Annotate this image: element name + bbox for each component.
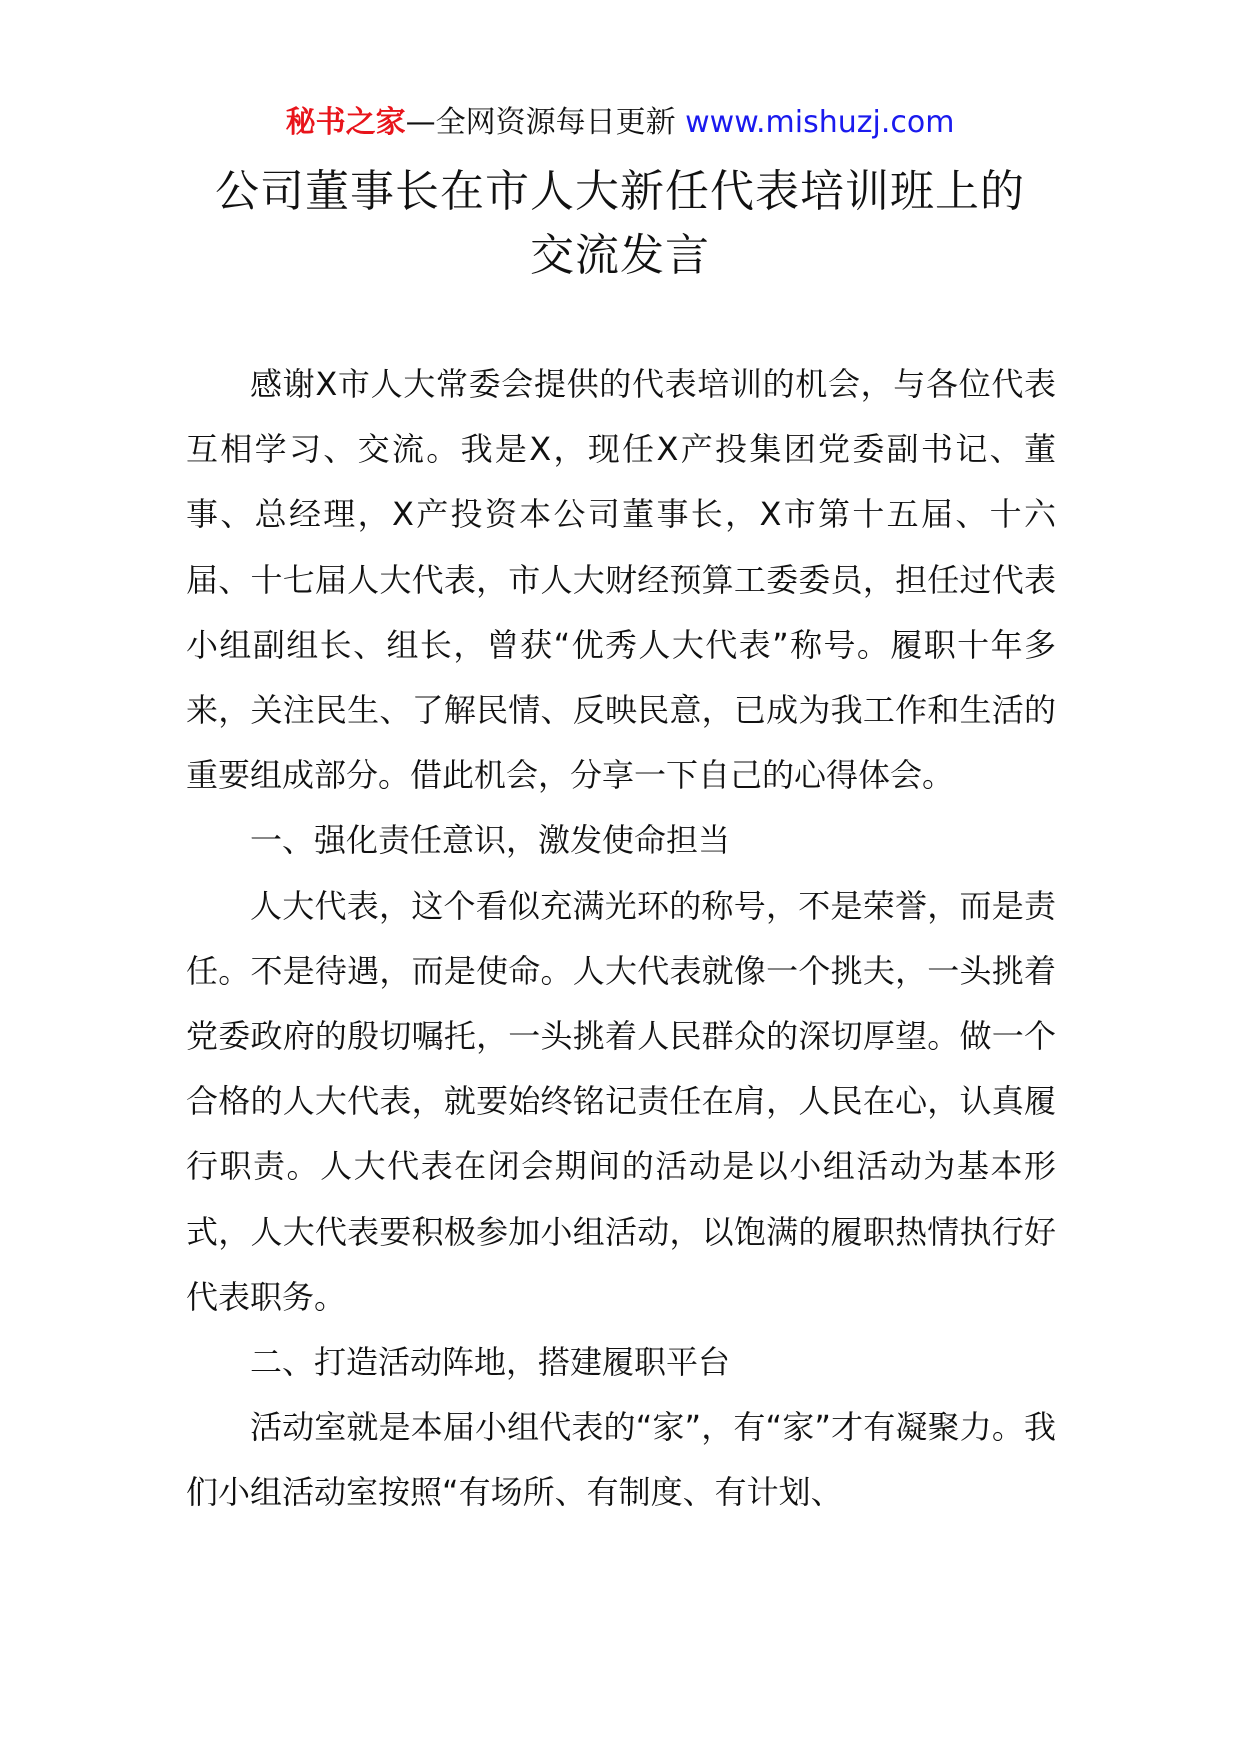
site-header bbox=[0, 101, 1240, 145]
paragraph-section-1: 人大代表，这个看似充满光环的称号，不是荣誉，而是责任。不是待遇，而是使命。人大代表就像一个挑夫，一头挑着党委政府的殷切嘱托，一头挑着人民群众的深切厚望。做一个合格的人大代表，就要始终铭记责任在肩，人民在心，认真履行职责。人大代表在闭会期间的活动是以小组活动为基本形式，人大代表要积极参加小组活动，以饱满的履职热情执行好代表职务。 bbox=[186, 886, 1056, 1316]
paragraph-intro: 感谢X市人大常委会提供的代表培训的机会，与各位代表互相学习、交流。我是X，现任X产投集团党委副书记、董事、总经理，X产投资本公司董事长，X市第十五届、十六届、十七届人大代表，市人大财经预算工委委员，担任过代表小组副组长、组长，曾获“优秀人大代表”称号。履职十年多来，关注民生、了解民情、反映民意，已成为我工作和生活的重要组成部分。借此机会，分享一下自己的心得体会。 bbox=[186, 365, 1056, 795]
document-title bbox=[120, 160, 1120, 288]
site-tagline: —全网资源每日更新 bbox=[405, 105, 686, 140]
section-heading-2: 二、打造活动阵地，搭建履职平台 bbox=[250, 1343, 731, 1382]
title-line-2: 交流发言 bbox=[530, 230, 710, 281]
title-line-1: 公司董事长在市人大新任代表培训班上的 bbox=[215, 166, 1025, 217]
document-body bbox=[186, 352, 1056, 1526]
site-url-link[interactable]: www.mishuzj.com bbox=[685, 105, 955, 140]
paragraph-section-2: 活动室就是本届小组代表的“家”，有“家”才有凝聚力。我们小组活动室按照“有场所、有制度、有计划、 bbox=[186, 1408, 1056, 1512]
site-brand: 秘书之家 bbox=[285, 105, 406, 140]
section-heading-1: 一、强化责任意识，激发使命担当 bbox=[250, 821, 731, 860]
